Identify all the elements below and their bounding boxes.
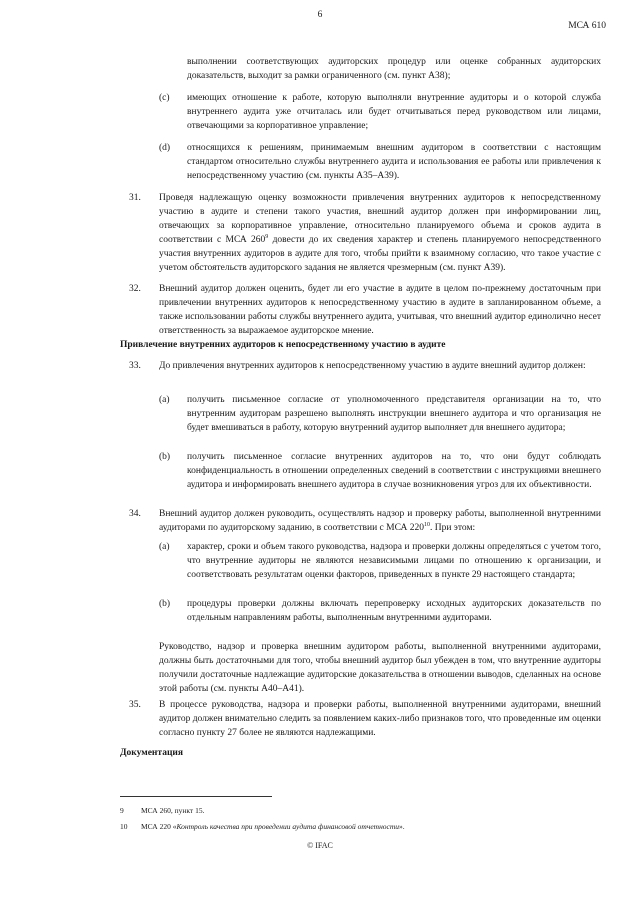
footnote-text: МСА 220 «Контроль качества при проведении аудита финансовой отчетности».: [141, 822, 405, 831]
paragraph-number: 32.: [129, 284, 141, 294]
item-c-text: имеющих отношение к работе, которую выполняли внутренние аудиторы и о которой служба внутреннего аудита уже отчиталась или будет отчитываться перед руководством или лицами, отвечающими за корпоративное управление;: [187, 93, 601, 131]
footnote-ref: 10: [423, 521, 430, 528]
paragraph-number: 34.: [129, 509, 141, 519]
item-a-text: характер, сроки и объем такого руководства, надзора и проверки должны определяться с учетом того, что внутренние аудиторы не являются независимыми лицами по отношению к организации, и соответствовать результатам оценки факторов, приведенных в пункте 29 настоящего стандарта;: [187, 542, 601, 580]
footnote-divider: [120, 796, 272, 797]
paragraph-34-intro: Внешний аудитор должен руководить, осуществлять надзор и проверку работы, выполненной внутренними аудиторами по аудиторскому заданию, в соответствии с МСА $220^{10}$. При этом:: [159, 509, 601, 533]
paragraph-number: 35.: [129, 700, 141, 710]
item-d-text: относящихся к решениям, принимаемым внешним аудитором в соответствии с настоящим стандартом относительно службы внутреннего аудита и использования ее работы или привлечения к непосредственному участию (см. пункты А35–А39).: [187, 143, 601, 181]
paragraph-32-text: Внешний аудитор должен оценить, будет ли его участие в аудите в целом по-прежнему достаточным при привлечении внутренних аудиторов к непосредственному участию в аудите в запланированном объеме, а также использовании работы службы внутреннего аудита, учитывая, что внешний аудитор единолично несет ответственность за выражаемое аудиторское мнение.: [159, 284, 601, 336]
item-b-text: получить письменное согласие внутренних аудиторов на то, что они будут соблюдать конфиденциальность в отношении определенных сведений в соответствии с инструкциями внешнего аудитора и информировать внешнего аудитора в случае возникновения угроз для их объективности.: [187, 452, 601, 490]
paragraph-number: 31.: [129, 193, 141, 203]
footnote-text: МСА 260, пункт 15.: [141, 806, 205, 815]
paragraph-34-closing: Руководство, надзор и проверка внешним аудитором работы, выполненной внутренними аудиторами, должны быть достаточными для того, чтобы внешний аудитор был убежден в том, что внутренние аудиторы получили достаточные надлежащие аудиторские доказательства в отношении выводов, сделанных на основе этой работы (см. пункты А40–А41).: [159, 642, 601, 694]
item-c-label: (c): [159, 93, 170, 103]
paragraph-33-intro: До привлечения внутренних аудиторов к непосредственному участию в аудите внешний аудитор должен:: [159, 361, 586, 371]
footnote-number: 9: [120, 806, 124, 815]
item-b-label: (b): [159, 599, 171, 609]
paragraph-31-text: Проведя надлежащую оценку возможности привлечения внутренних аудиторов к непосредственному участию в аудите и степени такого участия, внешний аудитор должен при информировании лиц, отвечающих за корпоративное управление, относительно планируемого объема и сроков аудита в соответствии с МСА $260^9$ довести до их сведения характер и степень планируемого непосредственного участия внутренних аудиторов в аудите для того, чтобы прийти к взаимному согласию, что такое участие с учетом обстоятельств аудиторского задания не является чрезмерным (см. пункт А39).: [159, 193, 601, 273]
item-a-label: (a): [159, 542, 170, 552]
item-b-continuation: выполнении соответствующих аудиторских процедур или оценке собранных аудиторских доказательств, выходит за рамки ограниченного (см. пункт А38);: [187, 57, 601, 81]
document-code: МСА 610: [568, 21, 606, 31]
footnote-number: 10: [120, 822, 128, 831]
item-b-text: процедуры проверки должны включать перепроверку исходных аудиторских доказательств по отдельным направлениям работы, выполненным внутренними аудиторами.: [187, 599, 601, 623]
copyright-footer: © IFAC: [307, 841, 333, 850]
section-heading: Привлечение внутренних аудиторов к непосредственному участию в аудите: [120, 340, 446, 350]
page-number: 6: [317, 10, 323, 20]
item-a-label: (a): [159, 395, 170, 405]
item-b-label: (b): [159, 452, 171, 462]
item-a-text: получить письменное согласие от уполномоченного представителя организации на то, что внутренним аудиторам разрешено выполнять инструкции внешнего аудитора и что организация не будет вмешиваться в работу, которую внутренний аудитор выполняет для внешнего аудитора;: [187, 395, 601, 433]
paragraph-35-text: В процессе руководства, надзора и проверки работы, выполненной внутренними аудиторами, внешний аудитор должен внимательно следить за появлением каких-либо признаков того, что проведенные им оценки согласно пункту 27 более не являются надлежащими.: [159, 700, 601, 738]
section-heading: Документация: [120, 748, 184, 758]
paragraph-number: 33.: [129, 361, 141, 371]
item-d-label: (d): [159, 143, 171, 153]
footnote-ref: 9: [265, 233, 269, 240]
